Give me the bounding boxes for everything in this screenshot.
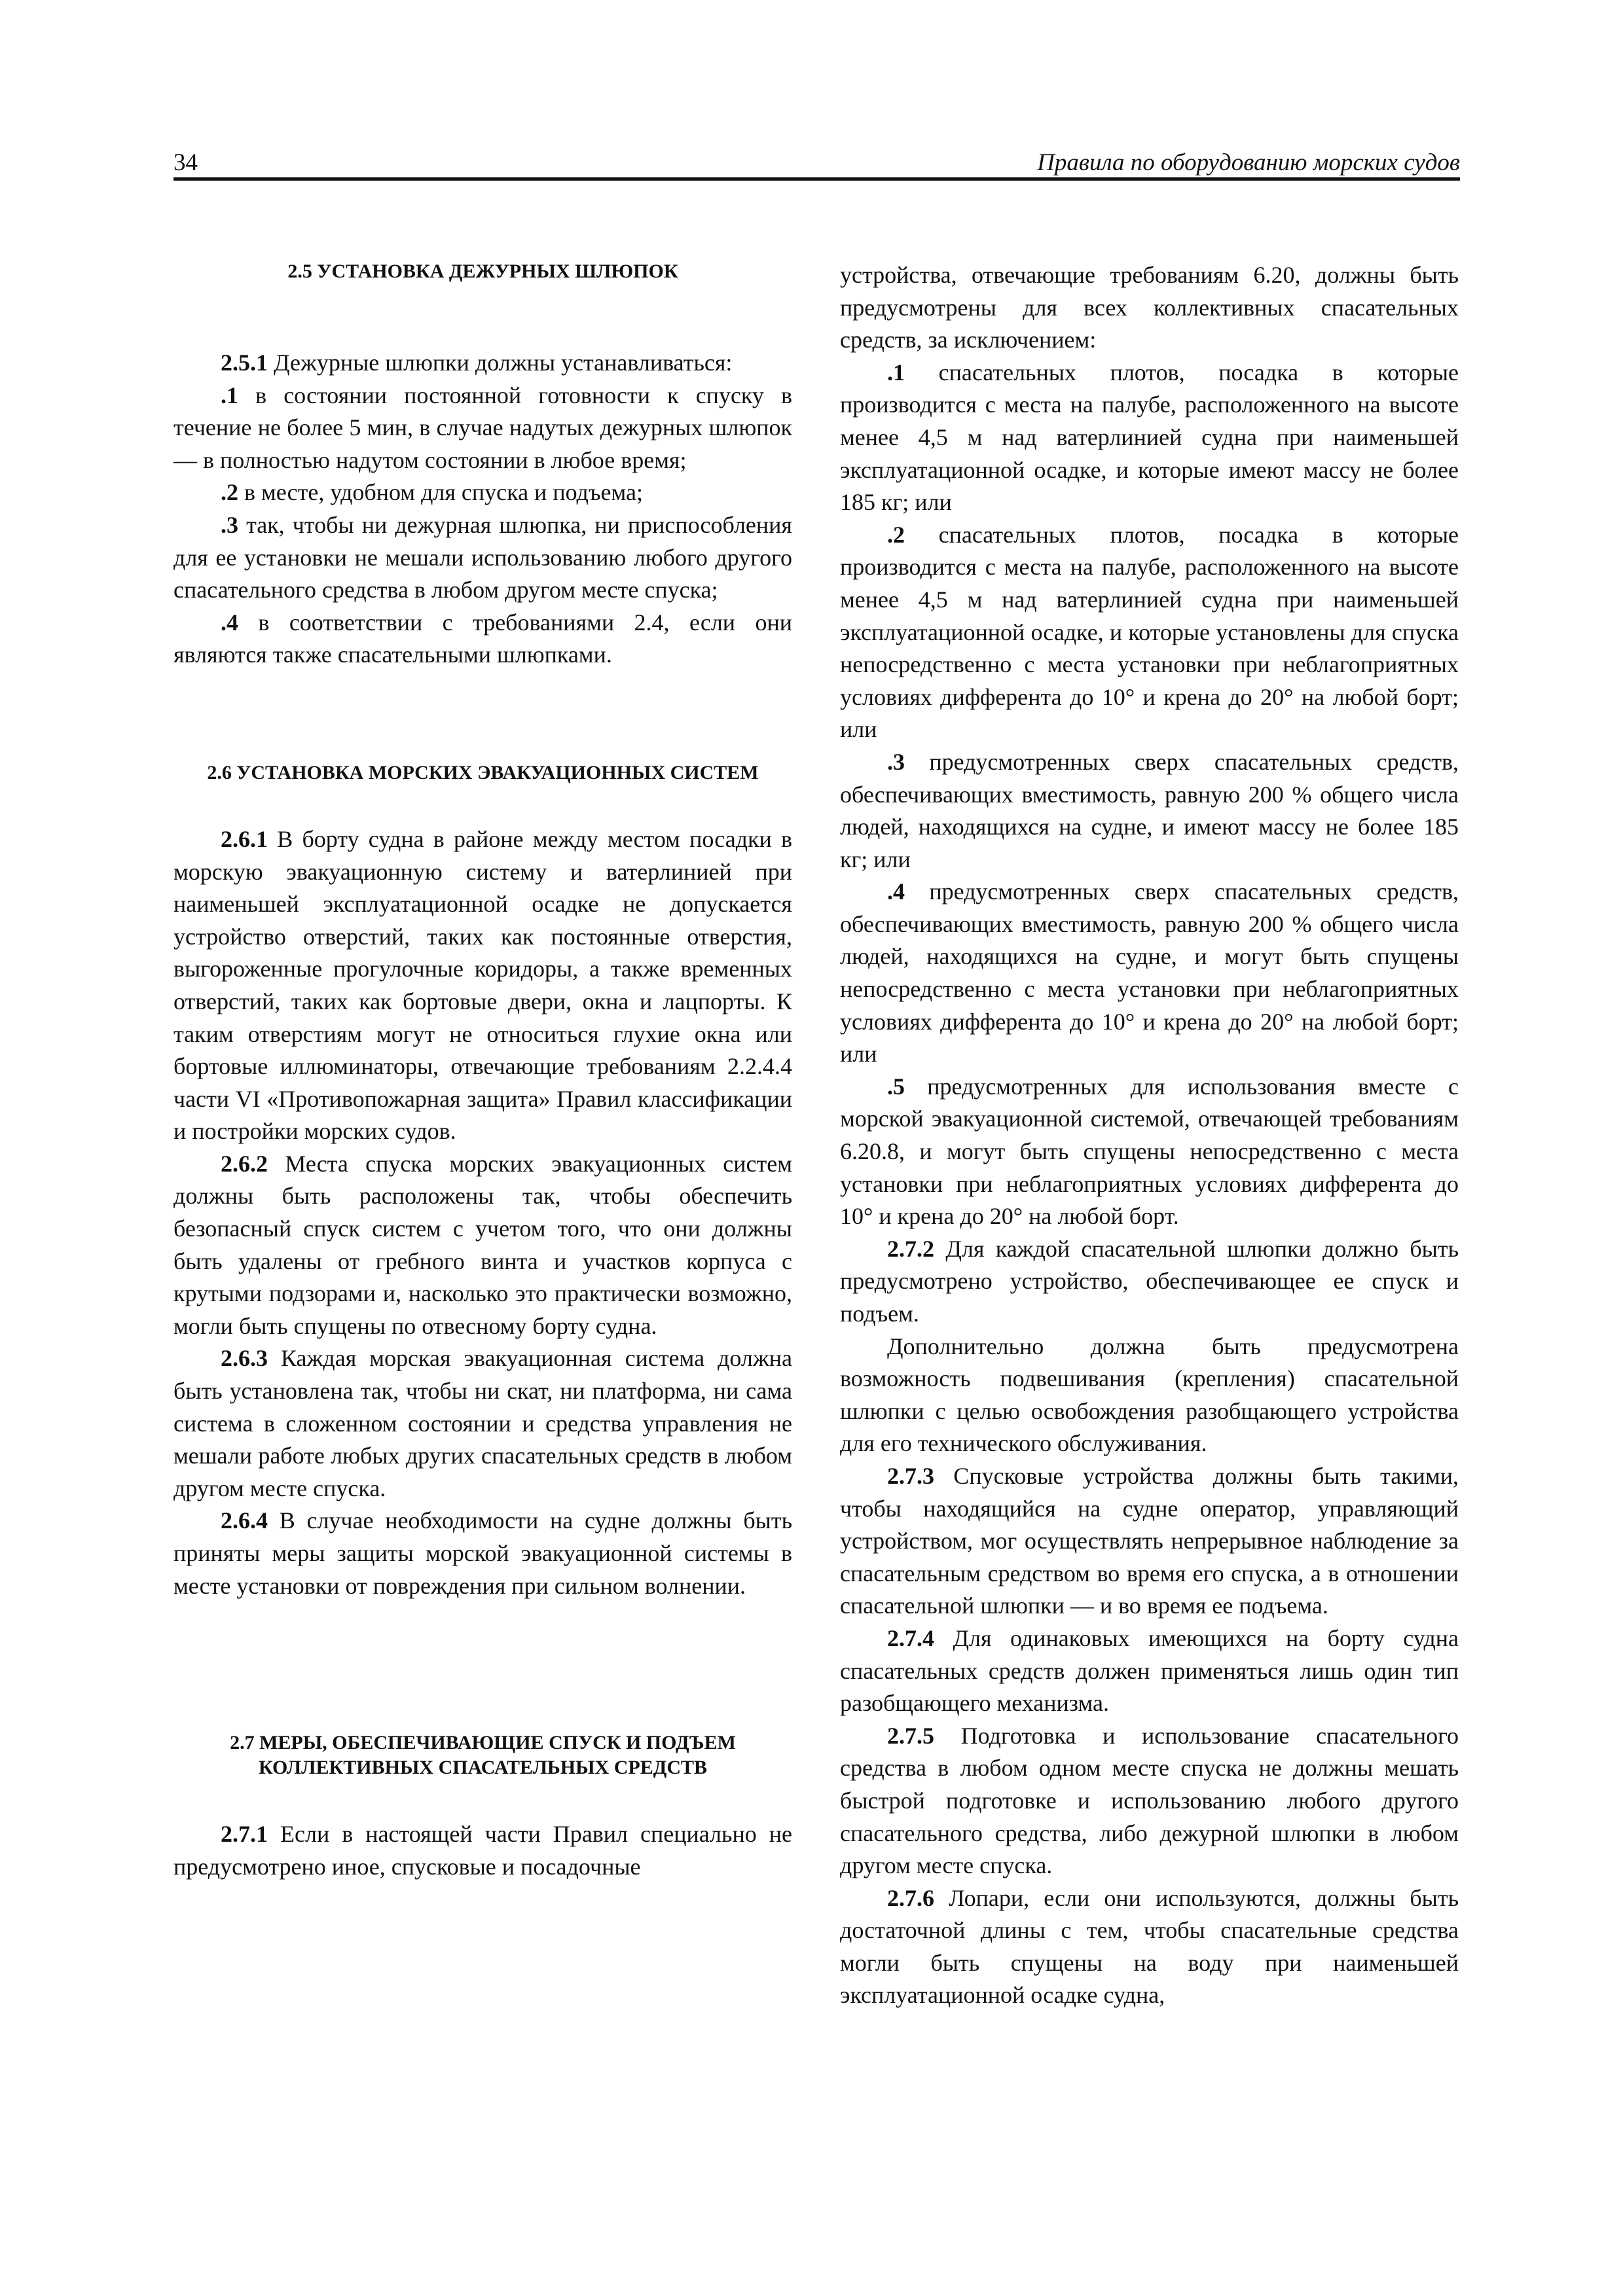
- running-title: Правила по оборудованию морских судов: [1037, 149, 1460, 176]
- paragraph-2-7-1-continued: устройства, отвечающие требованиям 6.20, должны быть предусмотрены для всех коллективных спасательных средств, за исключением:: [840, 262, 1459, 353]
- section-heading-2-6: 2.6 УСТАНОВКА МОРСКИХ ЭВАКУАЦИОННЫХ СИСТЕМ: [207, 761, 759, 783]
- paragraph-2-6-4: 2.6.4 В случае необходимости на судне должны быть приняты меры защиты морской эвакуационной системы в месте установки от повреждения при сильном волнении.: [173, 1507, 792, 1599]
- item-2-5-1-1: .1 в состоянии постоянной готовности к спуску в течение не более 5 мин, в случае надутых дежурных шлюпок — в полностью надутом состоянии в любое время;: [173, 382, 792, 473]
- paragraph-2-7-3: 2.7.3 Спусковые устройства должны быть такими, чтобы находящийся на судне оператор, управляющий устройством, мог осуществлять непрерывное наблюдение за спасательным средством во время его спуска, а в отношении спасательной шлюпки — и во время ее подъема.: [840, 1462, 1459, 1619]
- paragraph-2-6-1: 2.6.1 В борту судна в районе между местом посадки в морскую эвакуационную систему и ватерлинией при наименьшей эксплуатационной осадке не допускается устройство отверстий, таких как постоянные отверстия, выгороженные прогулочные коридоры, а также временных отверстий, таких как бортовые двери, окна и лацпорты. К таким отверстиям могут не относиться глухие окна или бортовые иллюминаторы, отвечающие требованиям 2.2.4.4 части VI «Противопожарная защита» Правил классификации и постройки морских судов.: [173, 825, 792, 1145]
- item-2-7-1-1: .1 спасательных плотов, посадка в которые производится с места на палубе, расположенного на высоте менее 4,5 м над ватерлинией судна при наименьшей эксплуатационной осадке, и которые имеют массу не более 185 кг; или: [840, 359, 1459, 516]
- item-2-5-1-3: .3 так, чтобы ни дежурная шлюпка, ни приспособления для ее установки не мешали использованию любого другого спасательного средства в любом другом месте спуска;: [173, 511, 792, 603]
- paragraph-2-7-5: 2.7.5 Подготовка и использование спасательного средства в любом одном месте спуска не должны мешать быстрой подготовке и использованию любого другого спасательного средства, либо дежурной шлюпки в любом другом месте спуска.: [840, 1722, 1459, 1879]
- paragraph-2-6-2: 2.6.2 Места спуска морских эвакуационных систем должны быть расположены так, чтобы обеспечить безопасный спуск систем с учетом того, что они должны быть удалены от гребного винта и участков корпуса с крутыми подзорами и, насколько это практически возможно, могли быть спущены по отвесному борту судна.: [173, 1150, 792, 1339]
- section-heading-2-5: 2.5 УСТАНОВКА ДЕЖУРНЫХ ШЛЮПОК: [287, 260, 678, 282]
- paragraph-2-5-1: 2.5.1 Дежурные шлюпки должны устанавливаться:: [221, 350, 733, 376]
- item-2-7-1-3: .3 предусмотренных сверх спасательных средств, обеспечивающих вместимость, равную 200 % общего числа людей, находящихся на судне, и имеют массу не более 185 кг; или: [840, 748, 1459, 872]
- item-2-7-1-2: .2 спасательных плотов, посадка в которые производится с места на палубе, расположенного на высоте менее 4,5 м над ватерлинией судна при наименьшей эксплуатационной осадке, и которые установлены для спуска непосредственно с места установки при неблагоприятных условиях дифферента до 10° и крена до 20° на любой борт; или: [840, 521, 1459, 743]
- header-rule: [173, 177, 1460, 181]
- paragraph-2-6-3: 2.6.3 Каждая морская эвакуационная система должна быть установлена так, чтобы ни скат, ни платформа, ни сама система в сложенном состоянии и средства управления не мешали работе любых других спасательных средств в любом другом месте спуска.: [173, 1345, 792, 1501]
- page-number: 34: [173, 149, 198, 176]
- paragraph-2-7-2: 2.7.2 Для каждой спасательной шлюпки должно быть предусмотрено устройство, обеспечивающее ее спуск и подъем.: [840, 1235, 1459, 1327]
- paragraph-2-7-2-additional: Дополнительно должна быть предусмотрена возможность подвешивания (крепления) спасательной шлюпки с целью освобождения разобщающего устройства для его технического обслуживания.: [840, 1333, 1459, 1457]
- running-header: [173, 145, 1460, 181]
- paragraph-2-7-1: 2.7.1 Если в настоящей части Правил специально не предусмотрено иное, спусковые и посадочные: [173, 1821, 792, 1880]
- item-2-5-1-4: .4 в соответствии с требованиями 2.4, если они являются также спасательными шлюпками.: [173, 609, 792, 668]
- left-column: [173, 259, 792, 1883]
- item-2-5-1-2: .2 в месте, удобном для спуска и подъема;: [221, 479, 643, 506]
- item-2-7-1-4: .4 предусмотренных сверх спасательных средств, обеспечивающих вместимость, равную 200 % общего числа людей, находящихся на судне, и могут быть спущены непосредственно с места установки при неблагоприятных условиях дифферента до 10° и крена до 20° на любой борт; или: [840, 878, 1459, 1067]
- right-column: [840, 259, 1459, 2012]
- section-heading-2-7: 2.7 МЕРЫ, ОБЕСПЕЧИВАЮЩИЕ СПУСК И ПОДЪЕМ КОЛЛЕКТИВНЫХ СПАСАТЕЛЬНЫХ СРЕДСТВ: [230, 1732, 736, 1779]
- paragraph-2-7-4: 2.7.4 Для одинаковых имеющихся на борту судна спасательных средств должен применяться лишь один тип разобщающего механизма.: [840, 1624, 1459, 1717]
- item-2-7-1-5: .5 предусмотренных для использования вместе с морской эвакуационной системой, отвечающей требованиям 6.20.8, и могут быть спущены непосредственно с места установки при неблагоприятных условиях дифферента до 10° и крена до 20° на любой борт.: [840, 1073, 1459, 1230]
- paragraph-2-7-6: 2.7.6 Лопари, если они используются, должны быть достаточной длины с тем, чтобы спасательные средства могли быть спущены на воду при наименьшей эксплуатационной осадке судна,: [840, 1884, 1459, 2009]
